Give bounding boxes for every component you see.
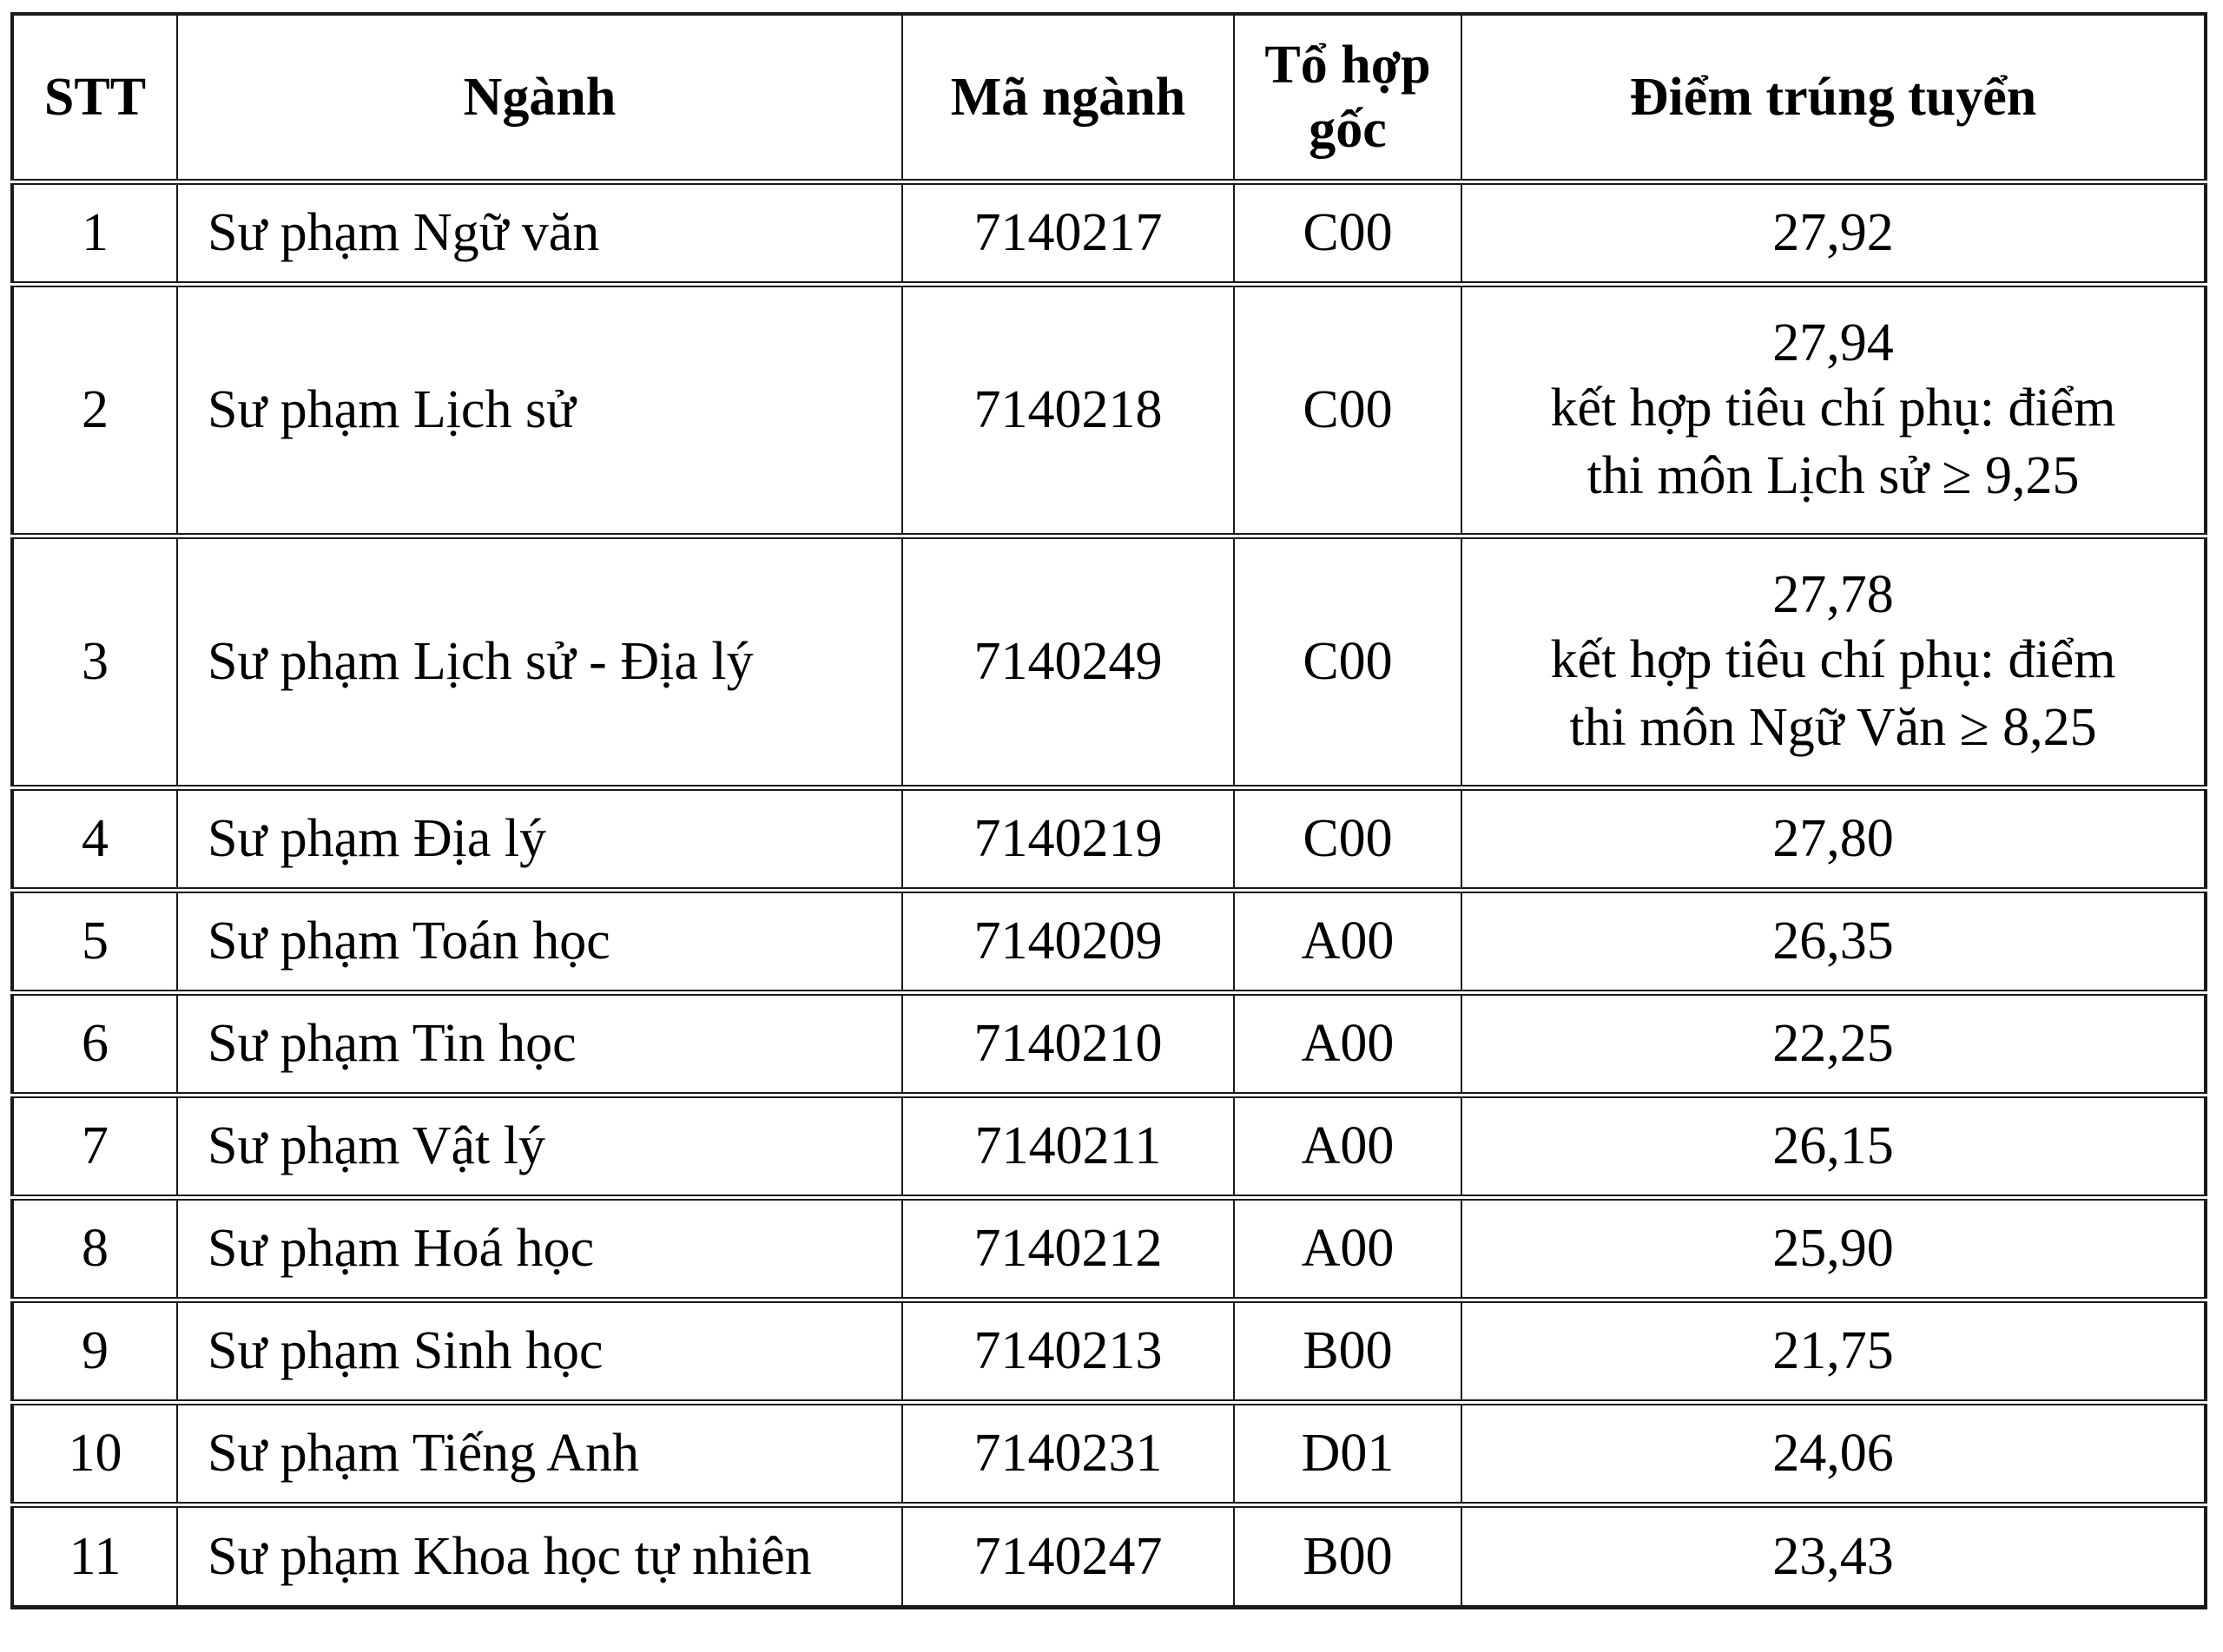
cell-nganh: Sư phạm Lịch sử - Địa lý xyxy=(177,536,902,788)
table-row xyxy=(12,1505,2206,1608)
header-row xyxy=(12,14,2206,182)
cell-to-hop: C00 xyxy=(1234,182,1461,285)
cell-stt: 11 xyxy=(12,1505,177,1608)
score-value: 23,43 xyxy=(1772,1526,1894,1586)
cell-stt: 6 xyxy=(12,993,177,1096)
score-value: 26,35 xyxy=(1772,912,1894,971)
table-body xyxy=(12,182,2206,1608)
cell-stt: 4 xyxy=(12,788,177,891)
score-note: kết hợp tiêu chí phụ: điểm thi môn Lịch sử ≥ 9,25 xyxy=(1550,378,2116,505)
cell-nganh: Sư phạm Ngữ văn xyxy=(177,182,902,285)
cell-diem xyxy=(1461,1096,2206,1198)
cell-diem xyxy=(1461,182,2206,285)
cell-ma-nganh: 7140219 xyxy=(902,788,1234,891)
table-row xyxy=(12,536,2206,788)
score-value: 25,90 xyxy=(1772,1219,1894,1279)
cell-stt: 2 xyxy=(12,285,177,536)
cell-stt: 7 xyxy=(12,1096,177,1198)
cell-to-hop: C00 xyxy=(1234,285,1461,536)
cell-ma-nganh: 7140212 xyxy=(902,1198,1234,1300)
cell-nganh: Sư phạm Khoa học tự nhiên xyxy=(177,1505,902,1608)
cell-to-hop: D01 xyxy=(1234,1403,1461,1505)
score-value: 27,94 xyxy=(1772,313,1894,372)
cell-diem xyxy=(1461,536,2206,788)
cell-diem xyxy=(1461,1300,2206,1403)
score-value: 26,15 xyxy=(1772,1116,1894,1176)
cell-to-hop: B00 xyxy=(1234,1300,1461,1403)
cell-to-hop: A00 xyxy=(1234,1096,1461,1198)
cell-diem xyxy=(1461,993,2206,1096)
cell-to-hop: A00 xyxy=(1234,993,1461,1096)
cell-stt: 5 xyxy=(12,891,177,993)
cell-stt: 8 xyxy=(12,1198,177,1300)
cell-to-hop: B00 xyxy=(1234,1505,1461,1608)
cell-nganh: Sư phạm Địa lý xyxy=(177,788,902,891)
table-row xyxy=(12,1403,2206,1505)
score-value: 27,92 xyxy=(1772,203,1894,263)
cell-ma-nganh: 7140209 xyxy=(902,891,1234,993)
score-value: 22,25 xyxy=(1772,1014,1894,1074)
table-row xyxy=(12,182,2206,285)
cell-stt: 3 xyxy=(12,536,177,788)
score-value: 24,06 xyxy=(1772,1424,1894,1484)
cell-ma-nganh: 7140213 xyxy=(902,1300,1234,1403)
cell-ma-nganh: 7140249 xyxy=(902,536,1234,788)
table-row xyxy=(12,285,2206,536)
cell-nganh: Sư phạm Toán học xyxy=(177,891,902,993)
cell-stt: 10 xyxy=(12,1403,177,1505)
table-row xyxy=(12,993,2206,1096)
cell-ma-nganh: 7140211 xyxy=(902,1096,1234,1198)
cell-diem xyxy=(1461,1505,2206,1608)
cell-to-hop: A00 xyxy=(1234,1198,1461,1300)
header-ma-nganh: Mã ngành xyxy=(902,14,1234,182)
cell-diem xyxy=(1461,1403,2206,1505)
score-value: 27,80 xyxy=(1772,809,1894,869)
cell-diem xyxy=(1461,891,2206,993)
score-value: 21,75 xyxy=(1772,1321,1894,1381)
cell-stt: 1 xyxy=(12,182,177,285)
cell-to-hop: C00 xyxy=(1234,788,1461,891)
cell-nganh: Sư phạm Vật lý xyxy=(177,1096,902,1198)
table-row xyxy=(12,1198,2206,1300)
cell-ma-nganh: 7140231 xyxy=(902,1403,1234,1505)
cell-stt: 9 xyxy=(12,1300,177,1403)
cell-ma-nganh: 7140218 xyxy=(902,285,1234,536)
admission-score-table xyxy=(10,12,2207,1609)
cell-ma-nganh: 7140247 xyxy=(902,1505,1234,1608)
header-nganh: Ngành xyxy=(177,14,902,182)
cell-diem xyxy=(1461,788,2206,891)
cell-nganh: Sư phạm Tiếng Anh xyxy=(177,1403,902,1505)
cell-diem xyxy=(1461,1198,2206,1300)
cell-to-hop: A00 xyxy=(1234,891,1461,993)
cell-to-hop: C00 xyxy=(1234,536,1461,788)
table-row xyxy=(12,1300,2206,1403)
cell-nganh: Sư phạm Sinh học xyxy=(177,1300,902,1403)
table-row xyxy=(12,1096,2206,1198)
score-value: 27,78 xyxy=(1772,564,1894,624)
cell-diem xyxy=(1461,285,2206,536)
cell-nganh: Sư phạm Hoá học xyxy=(177,1198,902,1300)
cell-nganh: Sư phạm Lịch sử xyxy=(177,285,902,536)
header-diem-trung-tuyen: Điểm trúng tuyển xyxy=(1461,14,2206,182)
header-to-hop-goc: Tổ hợp gốc xyxy=(1234,14,1461,182)
cell-nganh: Sư phạm Tin học xyxy=(177,993,902,1096)
header-stt: STT xyxy=(12,14,177,182)
cell-ma-nganh: 7140217 xyxy=(902,182,1234,285)
table-row xyxy=(12,788,2206,891)
score-note: kết hợp tiêu chí phụ: điểm thi môn Ngữ Văn ≥ 8,25 xyxy=(1550,630,2116,757)
cell-ma-nganh: 7140210 xyxy=(902,993,1234,1096)
table-row xyxy=(12,891,2206,993)
